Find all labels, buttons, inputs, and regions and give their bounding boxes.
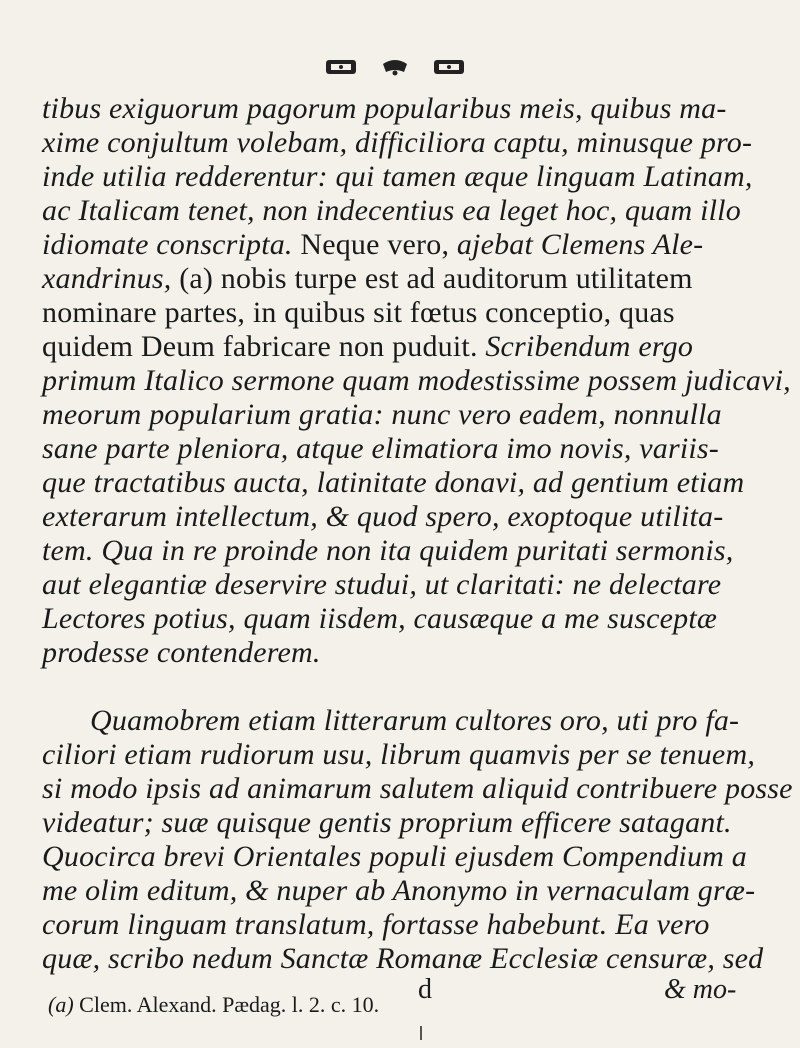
text-line: si modo ipsis ad animarum salutem aliquid contribuere posse: [42, 772, 793, 805]
text-line: Quocirca brevi Orientales populi ejusdem Compendium a: [42, 840, 747, 873]
fleuron-right-icon: [432, 56, 466, 78]
footnote-mark: (a): [48, 992, 74, 1017]
fleuron-left-icon: [324, 56, 358, 78]
text-line: ciliori etiam rudiorum usu, librum quamvis per se tenuem,: [42, 738, 756, 771]
text-line: ac Italicam tenet, non indecentius ea leget hoc, quam illo: [42, 194, 741, 227]
text-fragment: ajebat Clemens Ale-: [456, 228, 704, 261]
text-line: prodesse contenderem.: [42, 636, 321, 669]
text-line: aut elegantiæ deservire studui, ut claritati: ne delectare: [42, 568, 722, 601]
footnote: [48, 992, 379, 1018]
footnote-text: Clem. Alexand. Pædag. l. 2. c. 10.: [73, 992, 380, 1017]
text-line: [42, 330, 768, 364]
text-line: videatur; suæ quisque gentis proprium efficere satagant.: [42, 806, 732, 839]
text-line: primum Italico sermone quam modestissime possem judicavi,: [42, 364, 791, 397]
signature-mark: d: [418, 974, 432, 1005]
text-line: sane parte pleniora, atque elimatiora imo novis, variis-: [42, 432, 719, 465]
text-fragment: (a) nobis turpe est ad auditorum utilitatem: [171, 262, 693, 295]
text-line: meorum popularium gratia: nunc vero eadem, nonnulla: [42, 398, 722, 431]
text-line: que tractatibus aucta, latinitate donavi, ad gentium etiam: [42, 466, 745, 499]
text-line: [42, 262, 768, 296]
text-line: me olim editum, & nuper ab Anonymo in vernaculam græ-: [42, 874, 756, 907]
text-line: Lectores potius, quam iisdem, causæque a me susceptæ: [42, 602, 718, 635]
text-line: [42, 228, 768, 262]
header-ornament: [295, 56, 495, 78]
fleuron-center-icon: [380, 56, 410, 78]
text-line: tem. Qua in re proinde non ita quidem puritati sermonis,: [42, 534, 734, 567]
text-fragment: Neque vero,: [292, 228, 457, 261]
text-line: corum linguam translatum, fortasse habebunt. Ea vero: [42, 908, 710, 941]
text-line: inde utilia redderentur: qui tamen æque linguam Latinam,: [42, 160, 753, 193]
text-line: nominare partes, in quibus sit fœtus conceptio, quas: [42, 296, 675, 329]
text-line: exterarum intellectum, & quod spero, exoptoque utilita-: [42, 500, 724, 533]
text-fragment: idiomate conscripta.: [42, 228, 293, 261]
text-line: Quamobrem etiam litterarum cultores oro, uti pro fa-: [90, 704, 740, 737]
page-edge-mark: [420, 1026, 422, 1040]
text-fragment: xandrinus,: [42, 262, 172, 295]
catchword: & mo-: [664, 974, 737, 1005]
text-line: xime conjultum volebam, difficiliora captu, minusque pro-: [42, 126, 753, 159]
text-fragment: Scribendum ergo: [477, 330, 694, 363]
text-fragment: quidem Deum fabricare non puduit.: [42, 330, 478, 363]
text-line: tibus exiguorum pagorum popularibus meis, quibus ma-: [42, 92, 727, 125]
text-line: quæ, scribo nedum Sanctæ Romanæ Ecclesiæ censuræ, sed: [42, 942, 764, 975]
